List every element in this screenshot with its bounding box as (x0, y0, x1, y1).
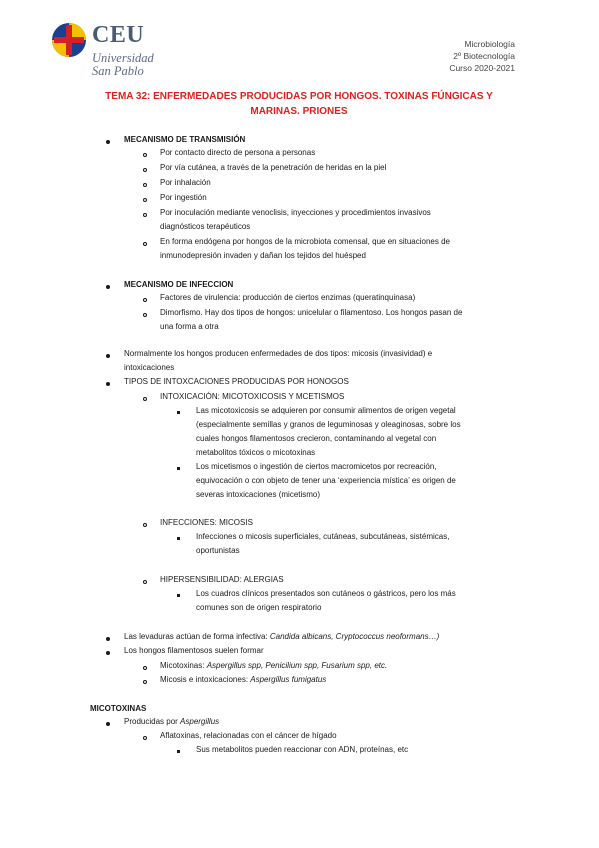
section-heading-micotoxinas: MICOTOXINAS (90, 704, 147, 713)
list-item-continuation: diagnósticos terapéuticos (160, 222, 251, 231)
circle-bullet-icon (143, 198, 147, 202)
bullet-icon (106, 651, 110, 655)
paragraph-line: intoxicaciones (124, 363, 175, 372)
logo-name: CEU (92, 22, 145, 48)
list-item (124, 717, 219, 726)
list-item: Por inoculación mediante venoclisis, inyecciones y procedimientos invasivos (160, 208, 431, 217)
bullet-icon (106, 285, 110, 289)
section-heading-infeccion: MECANISMO DE INFECCION (124, 280, 234, 289)
circle-bullet-icon (143, 680, 147, 684)
square-bullet-icon (177, 594, 180, 597)
square-bullet-icon (177, 467, 180, 470)
bullet-icon (106, 354, 110, 358)
intoxicaciones-species: Aspergillus fumigatus (250, 675, 327, 684)
list-item-continuation: cuales hongos filamentosos crecieron, contaminando al vegetal con (196, 434, 437, 443)
levaduras-text: Las levaduras actúan de forma infectiva: (124, 632, 270, 641)
circle-bullet-icon (143, 298, 147, 302)
micotoxinas-species: Aspergillus spp, Penicilium spp, Fusarium spp, etc. (206, 661, 388, 670)
producidas-label: Producidas por (124, 717, 181, 726)
levaduras-species: Candida albicans, Cryptococcus neoformans…) (269, 632, 440, 641)
list-item-continuation: (especialmente semillas y granos de leguminosas y oleaginosas, sobre los (196, 420, 461, 429)
circle-bullet-icon (143, 183, 147, 187)
header-year: Curso 2020-2021 (449, 63, 515, 73)
paragraph-levaduras (124, 632, 439, 641)
page-title (90, 89, 508, 119)
list-item: Las micotoxicosis se adquieren por consumir alimentos de origen vegetal (196, 406, 456, 415)
ceu-logo-icon (51, 22, 87, 58)
circle-bullet-icon (143, 666, 147, 670)
logo-university: Universidad (92, 51, 154, 65)
header-subject: Microbiología (464, 39, 515, 49)
subheading-hipersensibilidad: HIPERSENSIBILIDAD: ALERGIAS (160, 575, 284, 584)
circle-bullet-icon (143, 242, 147, 246)
subheading-intoxicacion: INTOXICACIÓN: MICOTOXICOSIS Y MCETISMOS (160, 392, 345, 401)
list-item: Por vía cutánea, a través de la penetración de heridas en la piel (160, 163, 387, 172)
list-item: Aflatoxinas, relacionadas con el cáncer de hígado (160, 731, 337, 740)
logo-campus: San Pablo (92, 64, 144, 78)
list-item: Por contacto directo de persona a personas (160, 148, 316, 157)
circle-bullet-icon (143, 168, 147, 172)
title-line-1: TEMA 32: ENFERMEDADES PRODUCIDAS POR HONGOS. TOXINAS FÚNGICAS Y (105, 91, 493, 102)
list-item: Dimorfismo. Hay dos tipos de hongos: unicelular o filamentoso. Los hongos pasan de (160, 308, 463, 317)
paragraph-filamentosos: Los hongos filamentosos suelen formar (124, 646, 264, 655)
list-item: Factores de virulencia: producción de ciertos enzimas (queratinquinasa) (160, 293, 416, 302)
list-item: En forma endógena por hongos de la microbiota comensal, que en situaciones de (160, 237, 450, 246)
list-item: Por inhalación (160, 178, 211, 187)
list-item: Sus metabolitos pueden reaccionar con ADN, proteínas, etc (196, 745, 409, 754)
list-item: Infecciones o micosis superficiales, cutáneas, subcutáneas, sistémicas, (196, 532, 450, 541)
circle-bullet-icon (143, 153, 147, 157)
square-bullet-icon (177, 750, 180, 753)
header-course: 2º Biotecnología (453, 51, 515, 61)
list-item-continuation: comunes son de origen respiratorio (196, 603, 322, 612)
section-heading-tipos: TIPOS DE INTOXCACIONES PRODUCIDAS POR HONOGOS (124, 377, 349, 386)
list-item-continuation: oportunistas (196, 546, 240, 555)
section-heading-transmision: MECANISMO DE TRANSMISIÓN (124, 135, 246, 144)
intoxicaciones-label: Micosis e intoxicaciones: (160, 675, 251, 684)
bullet-icon (106, 140, 110, 144)
bullet-icon (106, 637, 110, 641)
list-item-continuation: equivocación o con objeto de tener una ‘experiencia mística’ es origen de (196, 476, 456, 485)
circle-bullet-icon (143, 523, 147, 527)
square-bullet-icon (177, 411, 180, 414)
list-item-continuation: metabolitos tóxicos o micotoxinas (196, 448, 316, 457)
paragraph-line: Normalmente los hongos producen enfermedades de dos tipos: micosis (invasividad) e (124, 349, 433, 358)
bullet-icon (106, 382, 110, 386)
list-item: Los micetismos o ingestión de ciertos macromicetos por recreación, (196, 462, 437, 471)
list-item: Los cuadros clínicos presentados son cutáneos o gástricos, pero los más (196, 589, 456, 598)
square-bullet-icon (177, 537, 180, 540)
list-item: Por ingestión (160, 193, 207, 202)
list-item (160, 661, 387, 670)
list-item-continuation: severas intoxicaciones (micetismo) (196, 490, 321, 499)
bullet-icon (106, 722, 110, 726)
list-item-continuation: una forma a otra (160, 322, 219, 331)
circle-bullet-icon (143, 313, 147, 317)
circle-bullet-icon (143, 213, 147, 217)
producidas-species: Aspergillus (180, 717, 220, 726)
circle-bullet-icon (143, 736, 147, 740)
micotoxinas-label: Micotoxinas: (160, 661, 207, 670)
circle-bullet-icon (143, 397, 147, 401)
title-line-2: MARINAS. PRIONES (250, 106, 348, 117)
circle-bullet-icon (143, 580, 147, 584)
list-item-continuation: inmunodepresión invaden y dañan los tejidos del huésped (160, 251, 366, 260)
list-item (160, 675, 326, 684)
subheading-infecciones: INFECCIONES: MICOSIS (160, 518, 253, 527)
